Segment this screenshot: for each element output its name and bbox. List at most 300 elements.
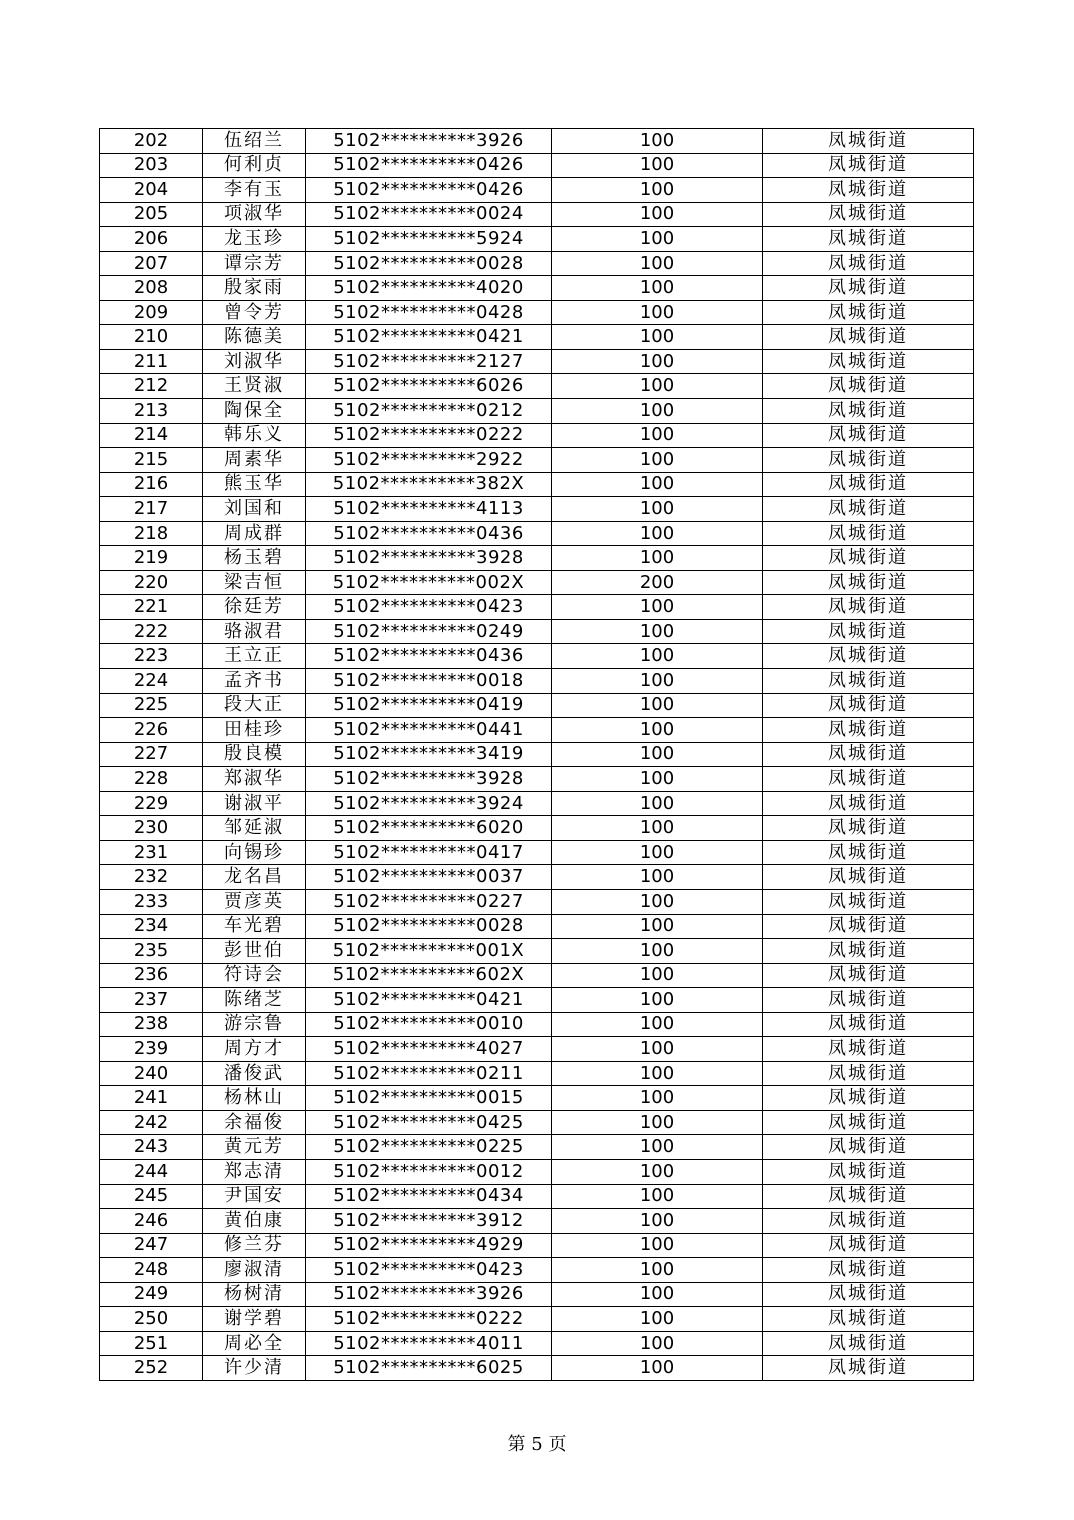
subdistrict-cell: 凤城街道	[763, 202, 974, 227]
person-name-cell: 段大正	[203, 693, 306, 718]
row-number-cell: 207	[100, 251, 203, 276]
person-name-cell: 曾令芳	[203, 300, 306, 325]
person-name-cell: 伍绍兰	[203, 129, 306, 154]
row-number-cell: 238	[100, 1012, 203, 1037]
row-number-cell: 209	[100, 300, 203, 325]
id-number-cell: 5102**********6020	[306, 816, 552, 841]
id-number-cell: 5102**********4027	[306, 1037, 552, 1062]
subdistrict-cell: 凤城街道	[763, 325, 974, 350]
row-number-cell: 233	[100, 889, 203, 914]
id-number-cell: 5102**********6025	[306, 1356, 552, 1381]
person-name-cell: 龙玉珍	[203, 227, 306, 252]
person-name-cell: 周素华	[203, 448, 306, 473]
row-number-cell: 216	[100, 472, 203, 497]
table-row	[100, 1086, 974, 1111]
amount-cell: 100	[552, 300, 763, 325]
id-number-cell: 5102**********4011	[306, 1331, 552, 1356]
amount-cell: 100	[552, 1110, 763, 1135]
row-number-cell: 208	[100, 276, 203, 301]
amount-cell: 100	[552, 718, 763, 743]
table-row	[100, 153, 974, 178]
id-number-cell: 5102**********3419	[306, 742, 552, 767]
row-number-cell: 225	[100, 693, 203, 718]
table-row	[100, 1356, 974, 1381]
row-number-cell: 251	[100, 1331, 203, 1356]
amount-cell: 100	[552, 889, 763, 914]
table-row	[100, 619, 974, 644]
row-number-cell: 219	[100, 546, 203, 571]
table-row	[100, 1012, 974, 1037]
row-number-cell: 232	[100, 865, 203, 890]
amount-cell: 100	[552, 1135, 763, 1160]
table-row	[100, 767, 974, 792]
person-name-cell: 潘俊武	[203, 1061, 306, 1086]
amount-cell: 100	[552, 914, 763, 939]
subdistrict-cell: 凤城街道	[763, 276, 974, 301]
subdistrict-cell: 凤城街道	[763, 300, 974, 325]
id-number-cell: 5102**********0419	[306, 693, 552, 718]
person-name-cell: 孟齐书	[203, 669, 306, 694]
amount-cell: 100	[552, 546, 763, 571]
amount-cell: 100	[552, 644, 763, 669]
person-name-cell: 贾彦英	[203, 889, 306, 914]
row-number-cell: 240	[100, 1061, 203, 1086]
subdistrict-cell: 凤城街道	[763, 840, 974, 865]
table-row	[100, 939, 974, 964]
amount-cell: 100	[552, 325, 763, 350]
row-number-cell: 203	[100, 153, 203, 178]
person-name-cell: 郑淑华	[203, 767, 306, 792]
id-number-cell: 5102**********0421	[306, 988, 552, 1013]
table-row	[100, 349, 974, 374]
row-number-cell: 218	[100, 521, 203, 546]
person-name-cell: 黄元芳	[203, 1135, 306, 1160]
table-row	[100, 1061, 974, 1086]
person-name-cell: 杨林山	[203, 1086, 306, 1111]
id-number-cell: 5102**********0225	[306, 1135, 552, 1160]
id-number-cell: 5102**********0024	[306, 202, 552, 227]
table-row	[100, 374, 974, 399]
row-number-cell: 214	[100, 423, 203, 448]
table-row	[100, 889, 974, 914]
row-number-cell: 228	[100, 767, 203, 792]
person-name-cell: 游宗鲁	[203, 1012, 306, 1037]
table-row	[100, 276, 974, 301]
id-number-cell: 5102**********6026	[306, 374, 552, 399]
amount-cell: 100	[552, 521, 763, 546]
person-name-cell: 殷家雨	[203, 276, 306, 301]
person-name-cell: 余福俊	[203, 1110, 306, 1135]
id-number-cell: 5102**********0037	[306, 865, 552, 890]
amount-cell: 200	[552, 570, 763, 595]
row-number-cell: 220	[100, 570, 203, 595]
table-row	[100, 1233, 974, 1258]
amount-cell: 100	[552, 349, 763, 374]
subdistrict-cell: 凤城街道	[763, 423, 974, 448]
amount-cell: 100	[552, 865, 763, 890]
amount-cell: 100	[552, 595, 763, 620]
subdistrict-cell: 凤城街道	[763, 619, 974, 644]
row-number-cell: 227	[100, 742, 203, 767]
subdistrict-cell: 凤城街道	[763, 988, 974, 1013]
id-number-cell: 5102**********0426	[306, 178, 552, 203]
table-row	[100, 129, 974, 154]
table-row	[100, 988, 974, 1013]
row-number-cell: 243	[100, 1135, 203, 1160]
subdistrict-cell: 凤城街道	[763, 1209, 974, 1234]
id-number-cell: 5102**********0010	[306, 1012, 552, 1037]
amount-cell: 100	[552, 129, 763, 154]
amount-cell: 100	[552, 153, 763, 178]
subdistrict-cell: 凤城街道	[763, 227, 974, 252]
person-name-cell: 陈绪芝	[203, 988, 306, 1013]
person-name-cell: 陶保全	[203, 399, 306, 424]
row-number-cell: 224	[100, 669, 203, 694]
subdistrict-cell: 凤城街道	[763, 865, 974, 890]
amount-cell: 100	[552, 939, 763, 964]
subdistrict-cell: 凤城街道	[763, 939, 974, 964]
amount-cell: 100	[552, 202, 763, 227]
table-row	[100, 1110, 974, 1135]
id-number-cell: 5102**********0421	[306, 325, 552, 350]
person-name-cell: 骆淑君	[203, 619, 306, 644]
id-number-cell: 5102**********3926	[306, 129, 552, 154]
table-row	[100, 1037, 974, 1062]
subdistrict-cell: 凤城街道	[763, 791, 974, 816]
amount-cell: 100	[552, 1012, 763, 1037]
amount-cell: 100	[552, 227, 763, 252]
person-name-cell: 梁吉恒	[203, 570, 306, 595]
id-number-cell: 5102**********0028	[306, 914, 552, 939]
person-name-cell: 李有玉	[203, 178, 306, 203]
id-number-cell: 5102**********3912	[306, 1209, 552, 1234]
row-number-cell: 242	[100, 1110, 203, 1135]
table-row	[100, 227, 974, 252]
id-number-cell: 5102**********0423	[306, 1258, 552, 1283]
table-row	[100, 448, 974, 473]
table-row	[100, 791, 974, 816]
id-number-cell: 5102**********0436	[306, 521, 552, 546]
person-name-cell: 彭世伯	[203, 939, 306, 964]
subdistrict-cell: 凤城街道	[763, 742, 974, 767]
person-name-cell: 韩乐义	[203, 423, 306, 448]
subdistrict-cell: 凤城街道	[763, 448, 974, 473]
table-row	[100, 570, 974, 595]
table-row	[100, 1331, 974, 1356]
id-number-cell: 5102**********4113	[306, 497, 552, 522]
table-row	[100, 325, 974, 350]
table-row	[100, 1307, 974, 1332]
person-name-cell: 徐廷芳	[203, 595, 306, 620]
id-number-cell: 5102**********2922	[306, 448, 552, 473]
person-name-cell: 王贤淑	[203, 374, 306, 399]
table-row	[100, 423, 974, 448]
person-name-cell: 殷良模	[203, 742, 306, 767]
row-number-cell: 210	[100, 325, 203, 350]
person-name-cell: 尹国安	[203, 1184, 306, 1209]
person-name-cell: 周成群	[203, 521, 306, 546]
subdistrict-cell: 凤城街道	[763, 374, 974, 399]
person-name-cell: 谢学碧	[203, 1307, 306, 1332]
person-name-cell: 修兰芬	[203, 1233, 306, 1258]
subdistrict-cell: 凤城街道	[763, 399, 974, 424]
amount-cell: 100	[552, 619, 763, 644]
id-number-cell: 5102**********4020	[306, 276, 552, 301]
row-number-cell: 247	[100, 1233, 203, 1258]
amount-cell: 100	[552, 448, 763, 473]
amount-cell: 100	[552, 1307, 763, 1332]
subdistrict-cell: 凤城街道	[763, 669, 974, 694]
amount-cell: 100	[552, 693, 763, 718]
table-row	[100, 595, 974, 620]
table-row	[100, 521, 974, 546]
amount-cell: 100	[552, 497, 763, 522]
id-number-cell: 5102**********0211	[306, 1061, 552, 1086]
person-name-cell: 杨玉碧	[203, 546, 306, 571]
roster-table-body	[100, 129, 974, 1381]
subdistrict-cell: 凤城街道	[763, 1037, 974, 1062]
row-number-cell: 239	[100, 1037, 203, 1062]
subdistrict-cell: 凤城街道	[763, 521, 974, 546]
table-row	[100, 178, 974, 203]
row-number-cell: 244	[100, 1159, 203, 1184]
subdistrict-cell: 凤城街道	[763, 595, 974, 620]
subdistrict-cell: 凤城街道	[763, 1331, 974, 1356]
subdistrict-cell: 凤城街道	[763, 1061, 974, 1086]
id-number-cell: 5102**********0227	[306, 889, 552, 914]
row-number-cell: 246	[100, 1209, 203, 1234]
subdistrict-cell: 凤城街道	[763, 1258, 974, 1283]
table-row	[100, 816, 974, 841]
amount-cell: 100	[552, 791, 763, 816]
table-row	[100, 840, 974, 865]
row-number-cell: 204	[100, 178, 203, 203]
subdistrict-cell: 凤城街道	[763, 963, 974, 988]
subdistrict-cell: 凤城街道	[763, 644, 974, 669]
person-name-cell: 周方才	[203, 1037, 306, 1062]
amount-cell: 100	[552, 1086, 763, 1111]
row-number-cell: 252	[100, 1356, 203, 1381]
id-number-cell: 5102**********602X	[306, 963, 552, 988]
row-number-cell: 236	[100, 963, 203, 988]
person-name-cell: 邹延淑	[203, 816, 306, 841]
row-number-cell: 237	[100, 988, 203, 1013]
person-name-cell: 黄伯康	[203, 1209, 306, 1234]
row-number-cell: 249	[100, 1282, 203, 1307]
amount-cell: 100	[552, 276, 763, 301]
id-number-cell: 5102**********0222	[306, 1307, 552, 1332]
amount-cell: 100	[552, 399, 763, 424]
table-row	[100, 914, 974, 939]
amount-cell: 100	[552, 1233, 763, 1258]
amount-cell: 100	[552, 423, 763, 448]
row-number-cell: 211	[100, 349, 203, 374]
person-name-cell: 周必全	[203, 1331, 306, 1356]
person-name-cell: 王立正	[203, 644, 306, 669]
table-row	[100, 865, 974, 890]
subdistrict-cell: 凤城街道	[763, 251, 974, 276]
row-number-cell: 213	[100, 399, 203, 424]
table-row	[100, 300, 974, 325]
id-number-cell: 5102**********0423	[306, 595, 552, 620]
id-number-cell: 5102**********3928	[306, 767, 552, 792]
id-number-cell: 5102**********0441	[306, 718, 552, 743]
amount-cell: 100	[552, 1258, 763, 1283]
subdistrict-cell: 凤城街道	[763, 178, 974, 203]
row-number-cell: 230	[100, 816, 203, 841]
amount-cell: 100	[552, 472, 763, 497]
id-number-cell: 5102**********0012	[306, 1159, 552, 1184]
subdistrict-cell: 凤城街道	[763, 889, 974, 914]
table-row	[100, 1282, 974, 1307]
amount-cell: 100	[552, 1209, 763, 1234]
subdistrict-cell: 凤城街道	[763, 914, 974, 939]
amount-cell: 100	[552, 1282, 763, 1307]
person-name-cell: 廖淑清	[203, 1258, 306, 1283]
id-number-cell: 5102**********3928	[306, 546, 552, 571]
subdistrict-cell: 凤城街道	[763, 1012, 974, 1037]
amount-cell: 100	[552, 178, 763, 203]
table-row	[100, 1258, 974, 1283]
row-number-cell: 234	[100, 914, 203, 939]
table-row	[100, 497, 974, 522]
person-name-cell: 许少清	[203, 1356, 306, 1381]
row-number-cell: 222	[100, 619, 203, 644]
row-number-cell: 217	[100, 497, 203, 522]
row-number-cell: 202	[100, 129, 203, 154]
person-name-cell: 杨树清	[203, 1282, 306, 1307]
row-number-cell: 231	[100, 840, 203, 865]
row-number-cell: 206	[100, 227, 203, 252]
subdistrict-cell: 凤城街道	[763, 570, 974, 595]
amount-cell: 100	[552, 251, 763, 276]
table-row	[100, 251, 974, 276]
amount-cell: 100	[552, 1331, 763, 1356]
person-name-cell: 刘国和	[203, 497, 306, 522]
page-number: 第 5 页	[507, 1434, 567, 1455]
row-number-cell: 235	[100, 939, 203, 964]
id-number-cell: 5102**********0212	[306, 399, 552, 424]
person-name-cell: 田桂珍	[203, 718, 306, 743]
id-number-cell: 5102**********0436	[306, 644, 552, 669]
table-row	[100, 742, 974, 767]
table-row	[100, 202, 974, 227]
id-number-cell: 5102**********0222	[306, 423, 552, 448]
table-row	[100, 718, 974, 743]
subdistrict-cell: 凤城街道	[763, 693, 974, 718]
subdistrict-cell: 凤城街道	[763, 1159, 974, 1184]
subdistrict-cell: 凤城街道	[763, 1233, 974, 1258]
row-number-cell: 241	[100, 1086, 203, 1111]
id-number-cell: 5102**********0249	[306, 619, 552, 644]
subdistrict-cell: 凤城街道	[763, 816, 974, 841]
id-number-cell: 5102**********0425	[306, 1110, 552, 1135]
roster-table	[99, 128, 974, 1381]
person-name-cell: 陈德美	[203, 325, 306, 350]
id-number-cell: 5102**********0434	[306, 1184, 552, 1209]
row-number-cell: 229	[100, 791, 203, 816]
person-name-cell: 谭宗芳	[203, 251, 306, 276]
table-row	[100, 669, 974, 694]
subdistrict-cell: 凤城街道	[763, 349, 974, 374]
person-name-cell: 符诗会	[203, 963, 306, 988]
row-number-cell: 226	[100, 718, 203, 743]
roster-table-container	[99, 128, 973, 1381]
table-row	[100, 1159, 974, 1184]
amount-cell: 100	[552, 1037, 763, 1062]
table-row	[100, 1209, 974, 1234]
table-row	[100, 472, 974, 497]
id-number-cell: 5102**********2127	[306, 349, 552, 374]
id-number-cell: 5102**********0428	[306, 300, 552, 325]
table-row	[100, 693, 974, 718]
amount-cell: 100	[552, 1356, 763, 1381]
id-number-cell: 5102**********5924	[306, 227, 552, 252]
id-number-cell: 5102**********0417	[306, 840, 552, 865]
table-row	[100, 963, 974, 988]
person-name-cell: 龙名昌	[203, 865, 306, 890]
person-name-cell: 刘淑华	[203, 349, 306, 374]
amount-cell: 100	[552, 963, 763, 988]
subdistrict-cell: 凤城街道	[763, 129, 974, 154]
id-number-cell: 5102**********002X	[306, 570, 552, 595]
table-row	[100, 399, 974, 424]
id-number-cell: 5102**********0018	[306, 669, 552, 694]
amount-cell: 100	[552, 1061, 763, 1086]
person-name-cell: 谢淑平	[203, 791, 306, 816]
id-number-cell: 5102**********0028	[306, 251, 552, 276]
subdistrict-cell: 凤城街道	[763, 1184, 974, 1209]
person-name-cell: 熊玉华	[203, 472, 306, 497]
subdistrict-cell: 凤城街道	[763, 1307, 974, 1332]
row-number-cell: 205	[100, 202, 203, 227]
row-number-cell: 221	[100, 595, 203, 620]
id-number-cell: 5102**********3926	[306, 1282, 552, 1307]
id-number-cell: 5102**********4929	[306, 1233, 552, 1258]
subdistrict-cell: 凤城街道	[763, 153, 974, 178]
subdistrict-cell: 凤城街道	[763, 546, 974, 571]
row-number-cell: 250	[100, 1307, 203, 1332]
amount-cell: 100	[552, 374, 763, 399]
amount-cell: 100	[552, 767, 763, 792]
subdistrict-cell: 凤城街道	[763, 472, 974, 497]
row-number-cell: 223	[100, 644, 203, 669]
amount-cell: 100	[552, 669, 763, 694]
amount-cell: 100	[552, 988, 763, 1013]
id-number-cell: 5102**********0426	[306, 153, 552, 178]
table-row	[100, 1184, 974, 1209]
row-number-cell: 215	[100, 448, 203, 473]
id-number-cell: 5102**********382X	[306, 472, 552, 497]
row-number-cell: 248	[100, 1258, 203, 1283]
amount-cell: 100	[552, 1184, 763, 1209]
person-name-cell: 向锡珍	[203, 840, 306, 865]
subdistrict-cell: 凤城街道	[763, 767, 974, 792]
person-name-cell: 郑志清	[203, 1159, 306, 1184]
id-number-cell: 5102**********3924	[306, 791, 552, 816]
person-name-cell: 何利贞	[203, 153, 306, 178]
person-name-cell: 车光碧	[203, 914, 306, 939]
subdistrict-cell: 凤城街道	[763, 497, 974, 522]
amount-cell: 100	[552, 1159, 763, 1184]
amount-cell: 100	[552, 840, 763, 865]
person-name-cell: 项淑华	[203, 202, 306, 227]
subdistrict-cell: 凤城街道	[763, 1356, 974, 1381]
subdistrict-cell: 凤城街道	[763, 1110, 974, 1135]
row-number-cell: 212	[100, 374, 203, 399]
id-number-cell: 5102**********0015	[306, 1086, 552, 1111]
table-row	[100, 1135, 974, 1160]
